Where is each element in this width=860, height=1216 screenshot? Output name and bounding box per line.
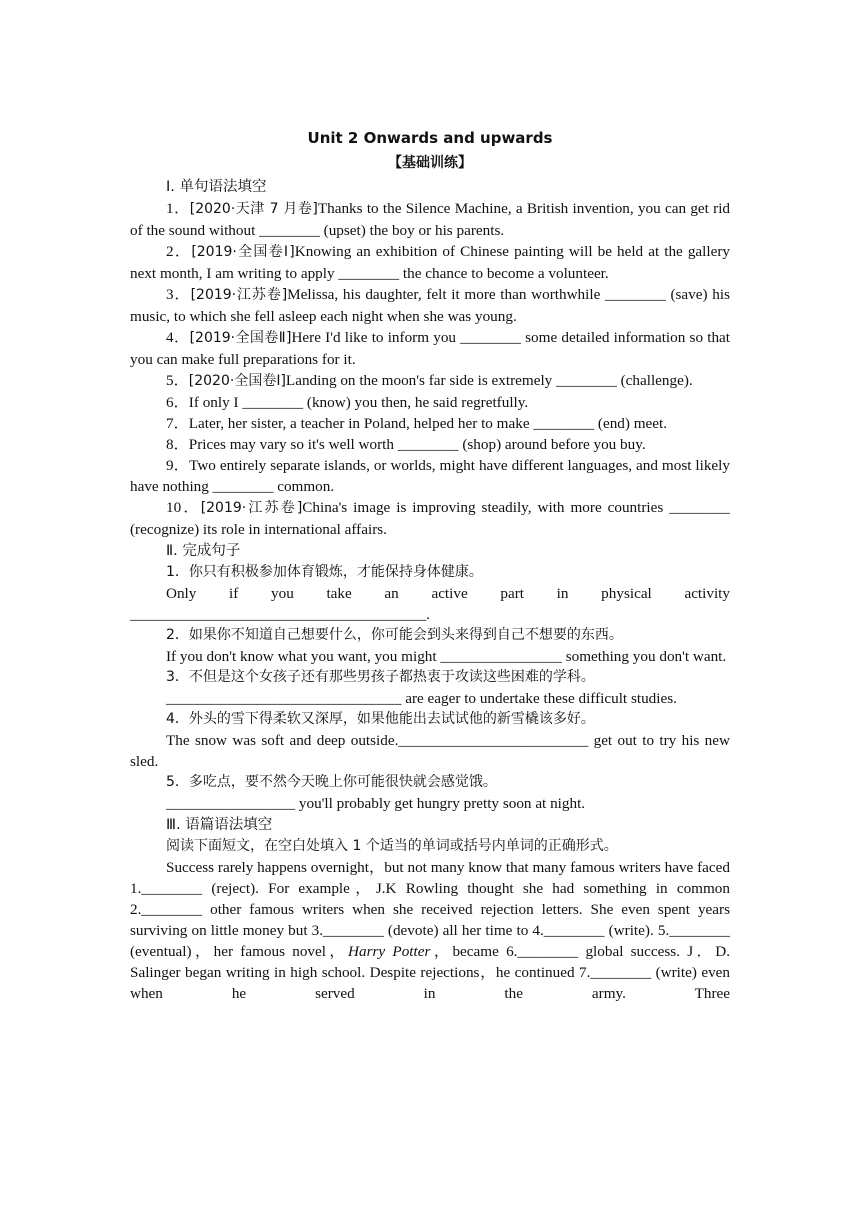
passage-text: Success rarely happens overnight，but not many know that many famous writers have faced 1.________ (reject). For example，J.K Rowling thought she had something in common 2.________ other famous writers when she received rejection letters. She even spent years surviving on little money but 3.________ (devote) all her time to 4.________ (write). 5.________ (eventual)，her famous novel，Harry Potter，became 6.________ global success. J．D. Salinger began writing in high school. Despite rejections，he continued 7.________ (write) even when he served in the army. Three xyxy=(130,859,730,1002)
sentence-answer: _______________________________ are eager to undertake these difficult studies. xyxy=(166,690,677,707)
section-2-items xyxy=(130,562,730,814)
section-3-heading: Ⅲ. 语篇语法填空 xyxy=(166,817,273,833)
exercise-item: 1．[2020·天津 7 月卷]Thanks to the Silence Machine, a British invention, you can get rid of the sound without ________ (upset) the boy or his parents. xyxy=(130,200,731,239)
section-2-heading: Ⅱ. 完成句子 xyxy=(166,543,241,559)
sentence-prompt-chinese: 1．你只有积极参加体育锻炼，才能保持身体健康。 xyxy=(166,564,483,580)
exercise-item: 8．Prices may vary so it's well worth ________ (shop) around before you buy. xyxy=(166,436,646,453)
page-title: Unit 2 Onwards and upwards xyxy=(307,129,553,147)
sentence-answer: The snow was soft and deep outside._________________________ get out to try his new sled. xyxy=(130,732,730,770)
section-1-items xyxy=(130,198,730,540)
sentence-prompt-chinese: 2．如果你不知道自己想要什么，你可能会到头来得到自己不想要的东西。 xyxy=(166,627,623,643)
section-3-instruction: 阅读下面短文，在空白处填入 1 个适当的单词或括号内单词的正确形式。 xyxy=(166,838,618,854)
exercise-item: 2．[2019·全国卷Ⅰ]Knowing an exhibition of Chinese painting will be held at the gallery next month, I am writing to apply ________ the chance to become a volunteer. xyxy=(130,243,731,282)
document-content xyxy=(130,126,730,1004)
section-1-heading: Ⅰ. 单句语法填空 xyxy=(166,179,267,195)
page-subtitle: 【基础训练】 xyxy=(388,155,472,171)
sentence-answer: _________________ you'll probably get hungry pretty soon at night. xyxy=(166,795,586,812)
sentence-answer: If you don't know what you want, you might ________________ something you don't want. xyxy=(166,648,727,665)
sentence-prompt-chinese: 3．不但是这个女孩子还有那些男孩子都热衷于攻读这些困难的学科。 xyxy=(166,669,595,685)
exercise-item: 10．[2019·江苏卷]China's image is improving steadily, with more countries ________ (recognize) its role in international affairs. xyxy=(130,499,730,538)
sentence-prompt-chinese: 4．外头的雪下得柔软又深厚，如果他能出去试试他的新雪橇该多好。 xyxy=(166,711,595,727)
book-title: Harry Potter xyxy=(348,943,431,960)
sentence-answer: Only if you take an active part in physical activity xyxy=(166,585,730,602)
exercise-item: 9．Two entirely separate islands, or worlds, might have different languages, and most likely have nothing ________ common. xyxy=(130,457,730,495)
sentence-prompt-chinese: 5．多吃点，要不然今天晚上你可能很快就会感觉饿。 xyxy=(166,774,497,790)
exercise-item: 7．Later, her sister, a teacher in Poland, helped her to make ________ (end) meet. xyxy=(166,415,668,432)
sentence-answer-blank: _______________________________________. xyxy=(130,606,430,623)
exercise-item: 6．If only I ________ (know) you then, he said regretfully. xyxy=(166,394,529,411)
exercise-item: 4．[2019·全国卷Ⅱ]Here I'd like to inform you ________ some detailed information so that you can make full preparations for it. xyxy=(130,329,731,368)
exercise-item: 3．[2019·江苏卷]Melissa, his daughter, felt it more than worthwhile ________ (save) his music, to which she fell asleep each night when she was young. xyxy=(130,286,730,325)
exercise-item: 5．[2020·全国卷Ⅰ]Landing on the moon's far side is extremely ________ (challenge). xyxy=(166,372,693,389)
